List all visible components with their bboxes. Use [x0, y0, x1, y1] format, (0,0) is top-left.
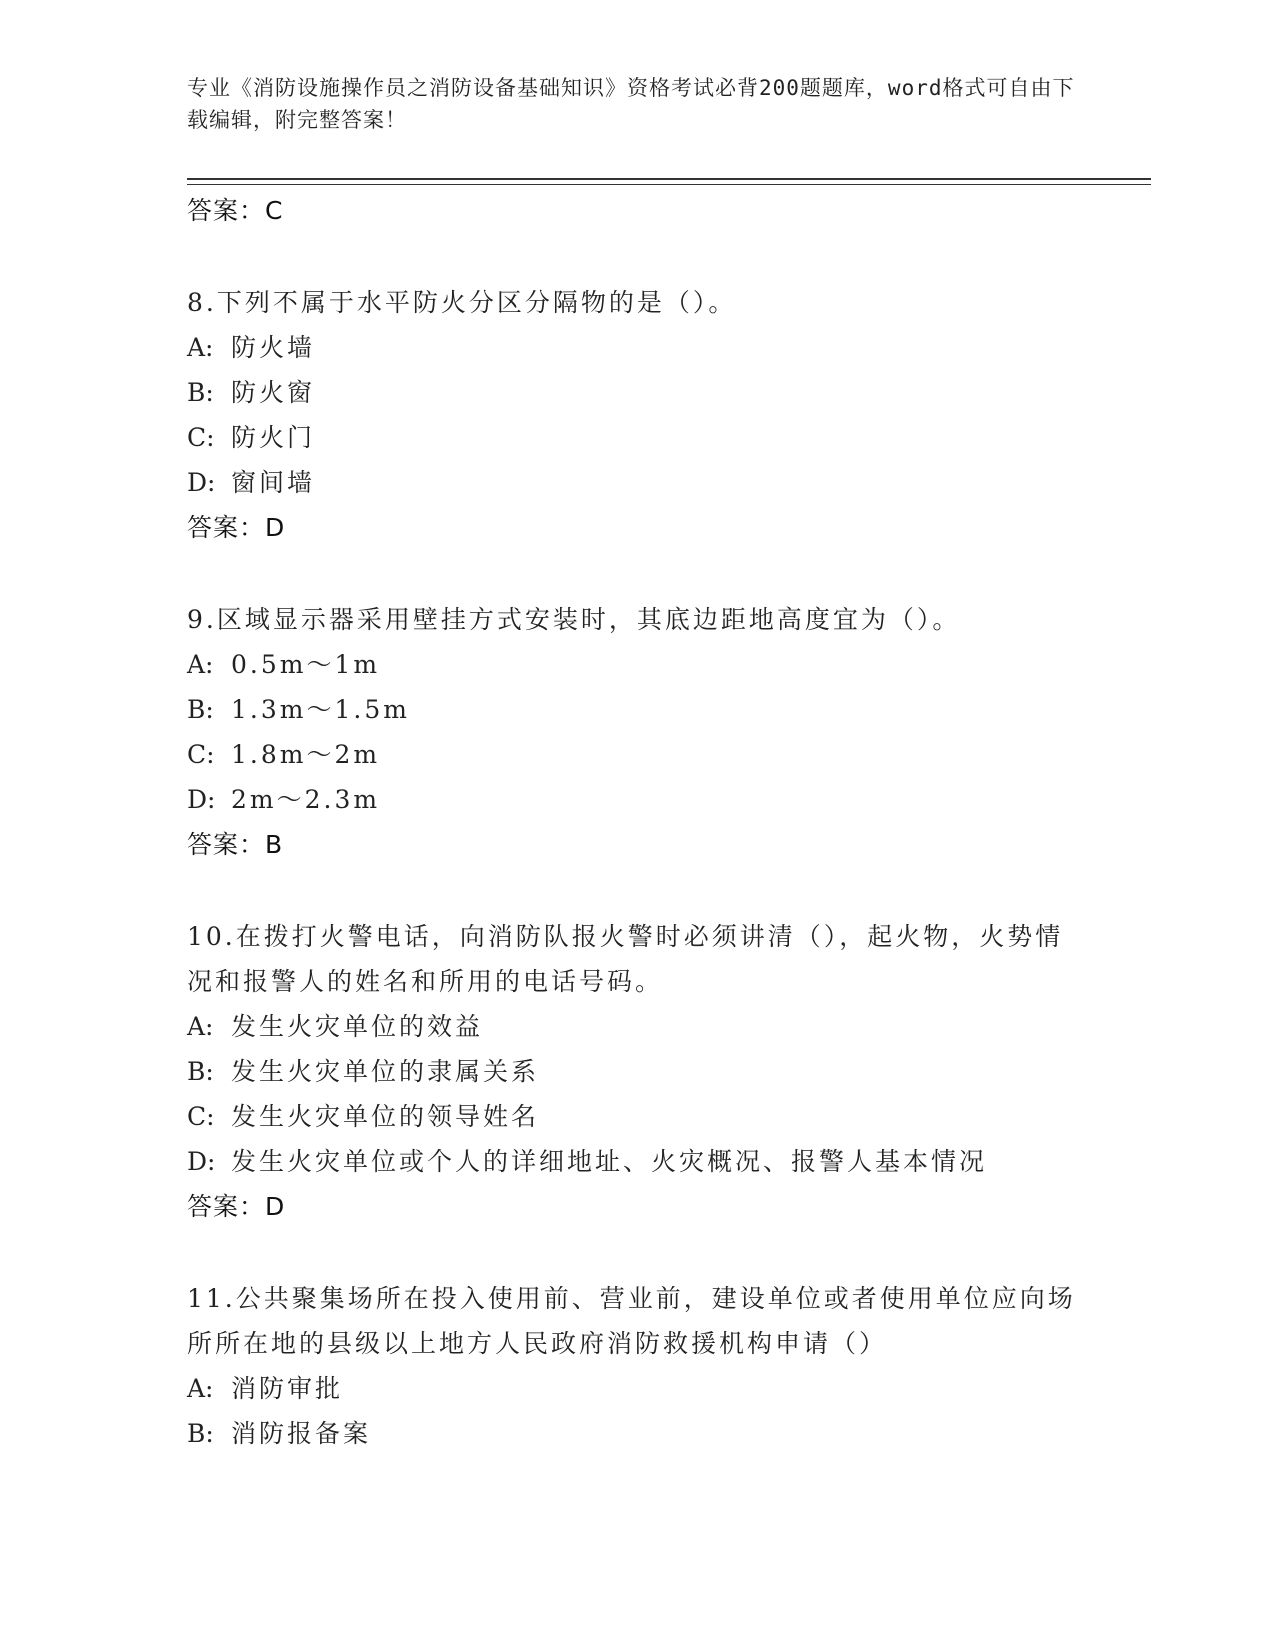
option-text: 发生火灾单位或个人的详细地址、火灾概况、报警人基本情况: [231, 1147, 988, 1176]
option-text: 防火墙: [231, 333, 316, 362]
option-letter: D:: [187, 785, 216, 814]
question-stem: 11.公共聚集场所在投入使用前、营业前，建设单位或者使用单位应向场所所在地的县级以上地方人民政府消防救援机构申请（）: [187, 1284, 1076, 1358]
option-a: [187, 1366, 1087, 1411]
question-stem: 10.在拨打火警电话，向消防队报火警时必须讲清（），起火物，火势情况和报警人的姓名和所用的电话号码。: [187, 922, 1064, 996]
option-letter: B:: [187, 695, 214, 724]
header-divider-thick: [187, 178, 1151, 180]
option-letter: B:: [187, 378, 214, 407]
answer-label: 答案：: [187, 1192, 266, 1221]
option-text: 发生火灾单位的效益: [231, 1012, 484, 1041]
option-c: [187, 415, 1087, 460]
option-b: [187, 370, 1087, 415]
option-letter: B:: [187, 1057, 214, 1086]
option-text: 0.5m～1m: [231, 650, 381, 679]
option-letter: C:: [187, 1102, 215, 1131]
option-letter: C:: [187, 740, 215, 769]
option-text: 2m～2.3m: [231, 785, 381, 814]
option-letter: A:: [187, 333, 214, 362]
option-d: [187, 460, 1087, 505]
question-stem: 8.下列不属于水平防火分区分隔物的是（）。: [187, 288, 737, 317]
question-item: [187, 597, 1087, 867]
option-a: [187, 1004, 1087, 1049]
answer-value: D: [265, 1192, 285, 1221]
answer-line: [187, 505, 1087, 550]
option-a: [187, 325, 1087, 370]
option-b: [187, 687, 1087, 732]
answer-line: [187, 188, 1087, 233]
answer-label: 答案：: [187, 830, 266, 859]
document-header: 专业《消防设施操作员之消防设备基础知识》资格考试必背200题题库，word格式可自由下载编辑，附完整答案！: [187, 76, 1075, 132]
option-d: [187, 1139, 1087, 1184]
option-text: 消防审批: [231, 1374, 344, 1403]
option-letter: D:: [187, 468, 216, 497]
answer-value: B: [265, 830, 283, 859]
option-text: 消防报备案: [231, 1419, 372, 1448]
option-letter: A:: [187, 1012, 214, 1041]
option-text: 防火窗: [231, 378, 316, 407]
option-text: 1.3m～1.5m: [231, 695, 410, 724]
question-item: [187, 914, 1087, 1229]
question-item: [187, 1276, 1087, 1456]
option-text: 窗间墙: [231, 468, 316, 497]
answer-label: 答案：: [187, 196, 266, 225]
answer-value: D: [265, 513, 285, 542]
option-letter: D:: [187, 1147, 216, 1176]
option-c: [187, 732, 1087, 777]
answer-line: [187, 822, 1087, 867]
option-text: 发生火灾单位的隶属关系: [231, 1057, 540, 1086]
option-d: [187, 777, 1087, 822]
option-b: [187, 1049, 1087, 1094]
option-text: 1.8m～2m: [231, 740, 381, 769]
header-divider-thin: [187, 184, 1151, 185]
option-text: 防火门: [231, 423, 316, 452]
option-a: [187, 642, 1087, 687]
option-letter: A:: [187, 1374, 214, 1403]
option-b: [187, 1411, 1087, 1456]
answer-line: [187, 1184, 1087, 1229]
question-stem: 9.区域显示器采用壁挂方式安装时，其底边距地高度宜为（）。: [187, 605, 961, 634]
question-list: [187, 188, 1087, 1456]
answer-label: 答案：: [187, 513, 266, 542]
option-letter: A:: [187, 650, 214, 679]
option-text: 发生火灾单位的领导姓名: [231, 1102, 540, 1131]
answer-value: C: [265, 196, 283, 225]
question-item: [187, 280, 1087, 550]
option-letter: B:: [187, 1419, 214, 1448]
option-c: [187, 1094, 1087, 1139]
option-letter: C:: [187, 423, 215, 452]
